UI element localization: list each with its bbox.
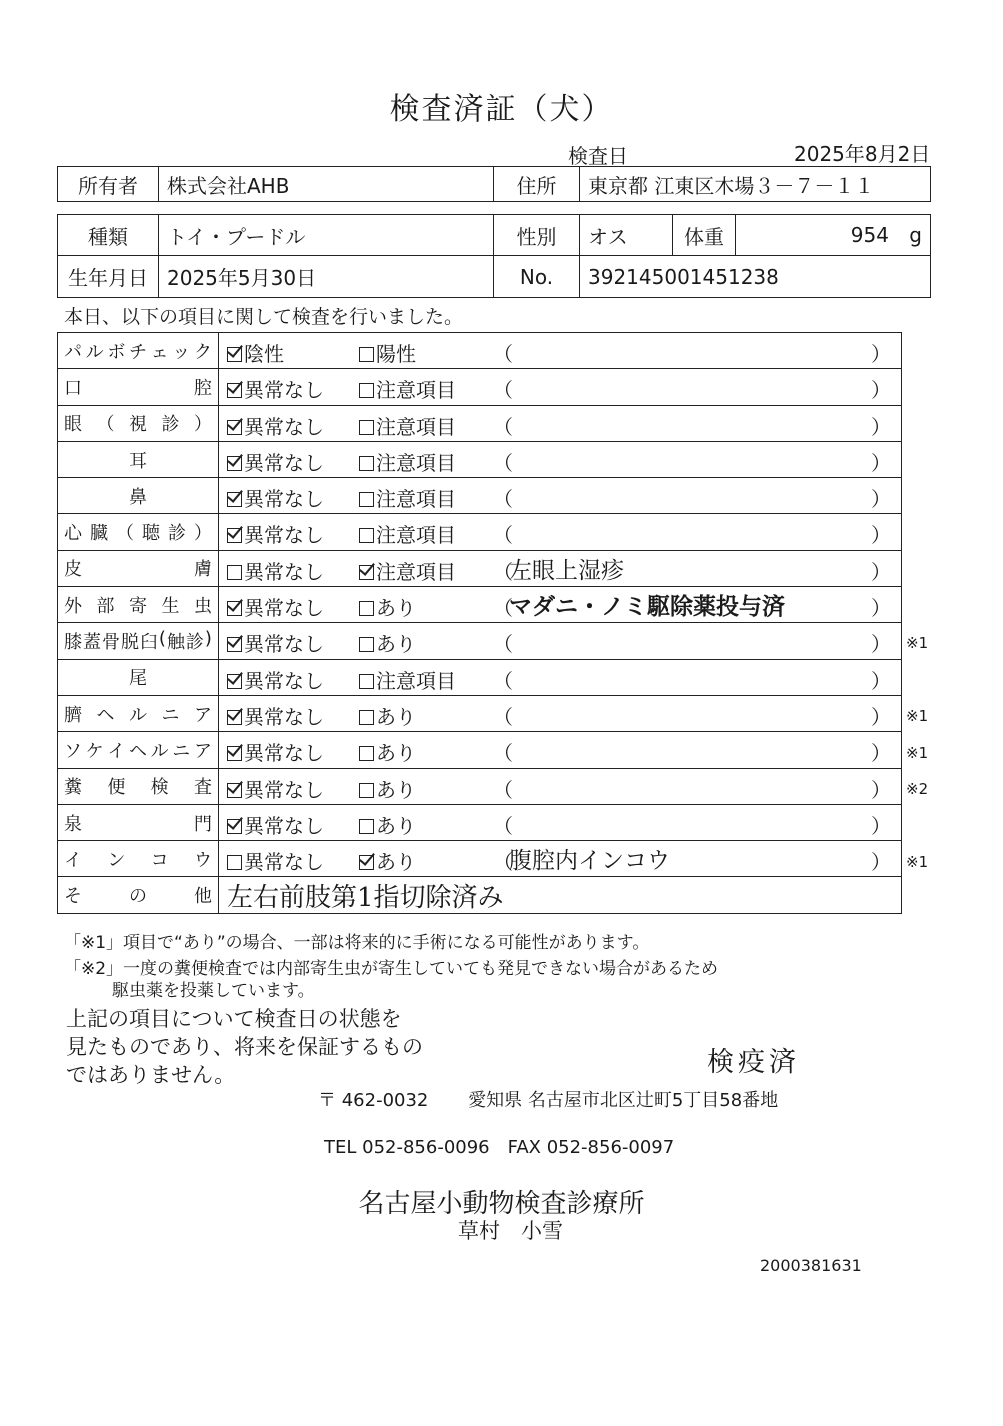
inspection-label-text: 鼻 [129,486,147,508]
option-2-label: 注意項目 [376,450,456,475]
inspection-label [58,768,219,804]
paren-open: （ [493,813,513,838]
owner-table [57,166,931,202]
footnote-1: 「※1」項目で“あり”の場合、一部は将来的に手術になる可能性があります。 [64,933,650,953]
inspection-label-text: 臍 ヘ ル ニ ア [64,704,212,726]
inspection-table [57,332,902,914]
option-2-label: 注意項目 [376,559,456,584]
paren-open: （ [493,741,513,766]
option-1 [227,338,284,367]
breed-value: トイ・プードル [159,215,494,256]
footnote-mark: ※1 [906,853,929,872]
paren-close: ） [871,378,891,403]
other-note: 左右前肢第1指切除済み [227,883,504,914]
option-2-label: 注意項目 [376,523,456,548]
paren-open: （ [493,450,513,475]
option-1-label: 異常なし [244,704,324,729]
inspection-label [58,804,219,840]
option-2-label: あり [376,850,416,875]
intro-text: 本日、以下の項目に関して検査を行いました。 [64,306,464,328]
inspection-row [58,441,902,477]
inspection-label [58,441,219,477]
option-1 [227,519,324,548]
paren-close: ） [871,450,891,475]
exam-date: 2025年8月2日 [794,142,931,166]
option-2-label: 注意項目 [376,487,456,512]
option-1-checkbox[interactable] [227,420,242,435]
option-1-label: 異常なし [244,777,324,802]
option-1-label: 異常なし [244,632,324,657]
paren-open: （ [493,777,513,802]
inspection-row [58,587,902,623]
option-2 [359,737,416,766]
option-2-checkbox[interactable] [359,819,374,834]
option-2-checkbox[interactable] [359,637,374,652]
weight-value: 954 [850,223,889,247]
inspection-row [58,768,902,804]
inspection-label [58,478,219,514]
footnote-mark: ※2 [906,780,929,799]
weight-label: 体重 [673,215,736,256]
inspection-label [58,732,219,768]
option-1-label: 異常なし [244,741,324,766]
breed-label: 種類 [58,215,159,256]
option-2-label: あり [376,596,416,621]
clinic-address-line [318,1086,778,1112]
disclaimer-line-3: ではありません。 [66,1063,236,1087]
inspection-label [58,333,219,369]
inspection-label-text: ソ ケ イ ヘ ル ニ ア [64,740,212,762]
option-2-checkbox[interactable] [359,492,374,507]
serial-number: 2000381631 [760,1256,862,1275]
inspection-label [58,369,219,405]
option-2-checkbox[interactable] [359,710,374,725]
inspection-label-text: 心 臓 （ 聴 診 ） [64,523,212,545]
no-label: No. [494,256,580,298]
no-value: 392145001451238 [580,256,931,298]
option-2 [359,810,416,839]
sex-label: 性別 [494,215,580,256]
option-1-checkbox[interactable] [227,746,242,761]
option-2 [359,665,456,694]
option-2 [359,338,416,367]
inspection-label [58,841,219,877]
inspection-label-text: 外 部 寄 生 虫 [64,595,212,617]
weight-cell [736,215,931,256]
option-1-checkbox[interactable] [227,855,242,870]
inspection-label-text: 眼 （ 視 診 ） [64,414,212,436]
inspection-options [219,441,902,477]
inspection-row [58,732,902,768]
option-2-label: 注意項目 [376,378,456,403]
sex-value: オス [580,215,673,256]
paren-open: （ [493,850,513,875]
option-1 [227,665,324,694]
option-1-checkbox[interactable] [227,710,242,725]
option-2-label: 陽性 [376,342,416,366]
option-2-checkbox[interactable] [359,528,374,543]
inspection-label [58,514,219,550]
inspection-row [58,550,902,586]
inspection-options [219,478,902,514]
option-2 [359,374,456,403]
option-2-label: あり [376,704,416,729]
inspection-label-text: 皮 膚 [64,559,212,581]
inspection-label [58,405,219,441]
clinic-phone: TEL 052-856-0096 FAX 052-856-0097 [324,1137,675,1158]
option-2 [359,628,416,657]
other-label [58,877,219,913]
footnote-mark: ※1 [906,707,929,725]
option-1-checkbox[interactable] [227,456,242,471]
other-cell [219,877,902,913]
paren-close: ） [871,813,891,838]
option-2 [359,519,456,548]
option-1-label: 異常なし [244,378,324,403]
disclaimer-line-1: 上記の項目について検査日の状態を [66,1007,402,1031]
clinic-name: 名古屋小動物検査診療所 [358,1189,645,1219]
inspection-label-text: 口 腔 [64,377,212,399]
option-2 [359,483,456,512]
option-1-label: 異常なし [244,414,324,439]
other-row [58,877,902,913]
inspection-row [58,514,902,550]
option-1 [227,846,324,875]
inspection-options [219,514,902,550]
inspection-label [58,695,219,731]
inspection-label-text: 耳 [129,450,147,472]
option-2-checkbox[interactable] [359,783,374,798]
option-1 [227,592,324,621]
quarantine-stamp: 検疫済 [707,1047,800,1078]
paren-open: （ [493,668,513,693]
option-2-checkbox[interactable] [359,420,374,435]
inspection-label [58,623,219,659]
option-1-label: 陰性 [244,342,284,366]
inspection-label-text: 膝 蓋 骨 脱 臼 ( 触 診 ) [64,628,212,654]
paren-close: ） [871,741,891,766]
option-2 [359,774,416,803]
option-1-label: 異常なし [244,487,324,512]
option-1-label: 異常なし [244,523,324,548]
exam-date-label: 検査日 [568,144,628,168]
option-1-label: 異常なし [244,559,324,584]
option-1-checkbox[interactable] [227,528,242,543]
option-1-label: 異常なし [244,596,324,621]
option-2-checkbox[interactable] [359,855,374,870]
option-2-label: 注意項目 [376,668,456,693]
option-2 [359,447,456,476]
disclaimer [66,1005,423,1089]
other-label-text: そ の 他 [64,886,212,908]
paren-open: （ [493,378,513,403]
option-1-checkbox[interactable] [227,783,242,798]
paren-close: ） [871,487,891,512]
paren-close: ） [871,559,891,584]
inspection-row [58,369,902,405]
option-1-label: 異常なし [244,850,324,875]
inspection-label-text: 糞 便 検 査 [64,777,212,799]
inspection-note: マダニ・ノミ駆除薬投与済 [509,594,785,621]
option-2-checkbox[interactable] [359,456,374,471]
inspection-row [58,804,902,840]
option-1 [227,628,324,657]
paren-open: （ [493,704,513,729]
inspection-row [58,659,902,695]
option-1 [227,810,324,839]
option-1-checkbox[interactable] [227,819,242,834]
footnote-2b: 駆虫薬を投薬しています。 [112,981,315,1001]
disclaimer-line-2: 見たものであり、将来を保証するもの [66,1035,423,1059]
inspection-note: 左眼上湿疹 [509,557,624,584]
paren-close: ） [871,850,891,875]
inspection-label-text: 尾 [129,668,147,690]
option-2 [359,846,416,875]
clinic-address: 愛知県 名古屋市北区辻町5丁目58番地 [468,1090,779,1111]
document-title: 検査済証（犬） [389,92,614,127]
address-label: 住所 [494,167,580,202]
option-2-checkbox[interactable] [359,674,374,689]
paren-open: （ [493,414,513,439]
inspection-row [58,841,902,877]
inspection-row [58,623,902,659]
option-2-checkbox[interactable] [359,383,374,398]
option-2-label: あり [376,813,416,838]
option-2 [359,411,456,440]
footnote-2a: 「※2」一度の糞便検査では内部寄生虫が寄生していても発見できない場合があるため [64,959,719,979]
birth-value: 2025年5月30日 [159,256,494,298]
option-1 [227,483,324,512]
paren-open: （ [493,596,513,621]
option-1-checkbox[interactable] [227,637,242,652]
inspection-options [219,804,902,840]
paren-close: ） [871,596,891,621]
paren-close: ） [871,523,891,548]
option-2-checkbox[interactable] [359,746,374,761]
option-1-checkbox[interactable] [227,565,242,580]
option-1 [227,374,324,403]
paren-close: ） [871,704,891,729]
inspection-options [219,587,902,623]
inspection-options [219,841,902,877]
inspection-row [58,333,902,369]
option-2-label: あり [376,632,416,657]
option-1-checkbox[interactable] [227,492,242,507]
option-2 [359,556,456,585]
option-1-checkbox[interactable] [227,674,242,689]
inspection-options [219,768,902,804]
inspection-label-text: 泉 門 [64,813,212,835]
inspection-label [58,659,219,695]
inspection-label-text: イ ン コ ウ [64,849,212,871]
inspection-row [58,405,902,441]
footnote-mark: ※1 [906,743,929,762]
inspection-row [58,478,902,514]
paren-open: （ [493,487,513,512]
inspection-options [219,623,902,659]
inspection-options [219,550,902,586]
paren-open: （ [493,632,513,657]
paren-open: （ [493,559,513,584]
option-2-checkbox[interactable] [359,565,374,580]
option-1 [227,737,324,766]
inspection-options [219,369,902,405]
birth-label: 生年月日 [58,256,159,298]
option-2-label: あり [376,741,416,766]
inspection-label [58,587,219,623]
option-1-label: 異常なし [244,668,324,693]
inspection-options [219,732,902,768]
option-2-checkbox[interactable] [359,347,374,362]
paren-close: ） [871,414,891,439]
footnote-mark: ※1 [906,633,929,652]
vet-name: 草村 小雪 [458,1219,563,1243]
option-2 [359,701,416,730]
option-1 [227,774,324,803]
inspection-row [58,695,902,731]
option-1-label: 異常なし [244,813,324,838]
inspection-label [58,550,219,586]
paren-close: ） [871,632,891,657]
option-1-checkbox[interactable] [227,383,242,398]
option-1 [227,556,324,585]
option-2-checkbox[interactable] [359,601,374,616]
inspection-options [219,405,902,441]
option-1 [227,701,324,730]
weight-unit: g [909,223,922,247]
paren-close: ） [871,777,891,802]
owner-label: 所有者 [58,167,159,202]
option-1-checkbox[interactable] [227,347,242,362]
option-2-label: 注意項目 [376,414,456,439]
option-1 [227,447,324,476]
option-1 [227,411,324,440]
postal-code: 〒 462-0032 [318,1090,429,1111]
inspection-options [219,659,902,695]
paren-close: ） [871,668,891,693]
inspection-label-text: パ ル ボ チ ェ ッ ク [64,341,212,363]
animal-table [57,214,931,298]
option-2 [359,592,416,621]
address-value: 東京都 江東区木場３－７－１１ [580,167,931,202]
option-2-label: あり [376,777,416,802]
inspection-options [219,333,902,369]
paren-open: （ [493,523,513,548]
owner-value: 株式会社AHB [159,167,494,202]
paren-open: （ [493,342,513,366]
inspection-options [219,695,902,731]
paren-close: ） [871,342,891,366]
inspection-note: 腹腔内インコウ [509,848,670,875]
option-1-checkbox[interactable] [227,601,242,616]
option-1-label: 異常なし [244,450,324,475]
